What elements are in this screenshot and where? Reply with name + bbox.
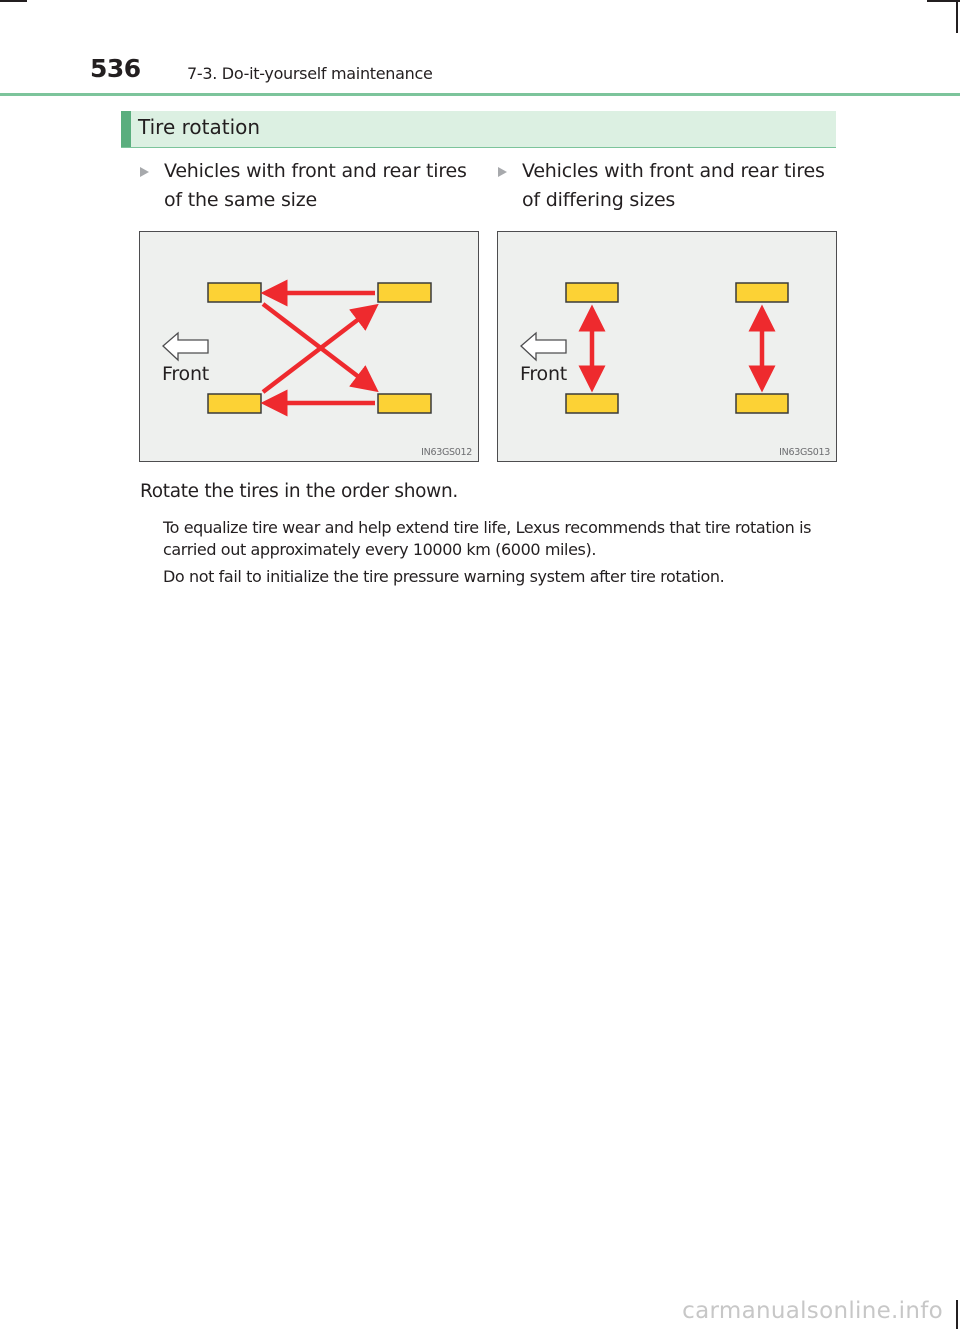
tire-rear-left	[566, 394, 618, 413]
section-title: 7-3. Do-it-yourself maintenance	[187, 64, 433, 83]
tire-front-left	[566, 283, 618, 302]
rotation-diagram-same-size	[139, 231, 479, 462]
figure-code: IN63GS013	[779, 447, 830, 458]
tire-front-right	[378, 283, 431, 302]
note-paragraph: Do not fail to initialize the tire pressure warning system after tire rotation.	[163, 567, 725, 586]
front-label: Front	[162, 363, 210, 385]
section-heading-bar	[121, 111, 836, 148]
rotation-diagram-svg	[498, 232, 836, 461]
note-paragraph: To equalize tire wear and help extend tire life, Lexus recommends that tire rotation is carried out approximately every 10000 km (6000 miles).	[163, 518, 812, 559]
front-direction-icon	[521, 333, 566, 360]
header-divider	[0, 93, 960, 96]
rotation-arrow	[263, 312, 368, 392]
front-direction-icon	[163, 333, 208, 360]
triangle-bullet-icon	[140, 167, 149, 177]
heading-accent	[121, 111, 131, 147]
instruction-text: Rotate the tires in the order shown.	[140, 481, 458, 502]
tire-rear-right	[378, 394, 431, 413]
rotation-diagram-differing-sizes	[497, 231, 837, 462]
tire-rear-left	[208, 394, 261, 413]
watermark: carmanualsonline.info	[682, 1298, 943, 1324]
bullet-text: Vehicles with front and rear tires of the same size	[164, 160, 467, 211]
crop-mark	[956, 1300, 958, 1329]
page-number: 536	[90, 54, 141, 83]
front-label: Front	[520, 363, 568, 385]
crop-mark	[956, 0, 958, 33]
tire-rear-right	[736, 394, 788, 413]
section-heading: Tire rotation	[138, 115, 261, 139]
crop-mark	[0, 0, 27, 2]
rotation-diagram-svg	[140, 232, 478, 461]
triangle-bullet-icon	[498, 167, 507, 177]
tire-front-left	[208, 283, 261, 302]
tire-front-right	[736, 283, 788, 302]
figure-code: IN63GS012	[421, 447, 472, 458]
rotation-arrow	[263, 304, 368, 384]
bullet-text: Vehicles with front and rear tires of differing sizes	[522, 160, 825, 211]
